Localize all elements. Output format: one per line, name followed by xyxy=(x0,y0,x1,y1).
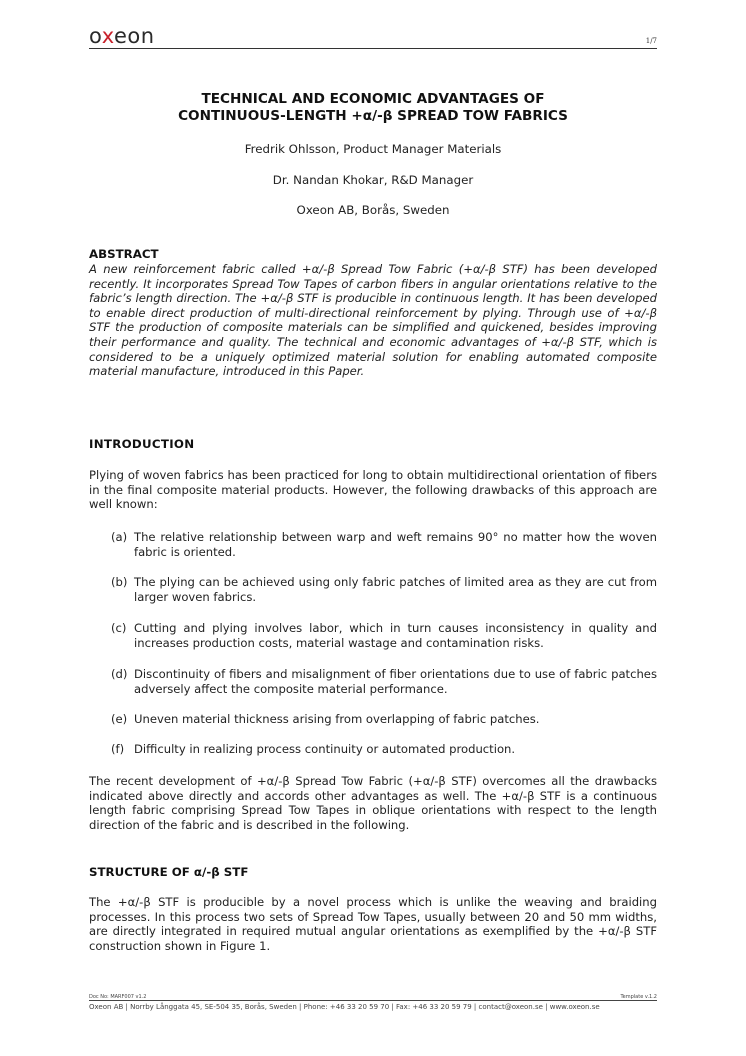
list-item-text: The plying can be achieved using only fabric patches of limited area as they are cut from larger woven fabrics. xyxy=(134,575,657,604)
author-2: Dr. Nandan Khokar, R&D Manager xyxy=(272,173,474,187)
introduction-paragraph-1: Plying of woven fabrics has been practiced for long to obtain multidirectional orientation of fibers in the final composite material products. However, the following drawbacks of this approach are well known: xyxy=(89,468,657,512)
list-item-text: Cutting and plying involves labor, which in turn causes inconsistency in quality and increases production costs, material wastage and contamination risks. xyxy=(134,621,657,650)
page-header xyxy=(89,22,657,49)
structure-heading: STRUCTURE OF α/-β STF xyxy=(89,865,249,879)
list-item xyxy=(111,530,657,559)
list-item-label: (f) xyxy=(111,742,125,756)
list-item-label: (c) xyxy=(111,621,127,635)
logo-x: x xyxy=(101,24,114,48)
list-item xyxy=(111,712,657,727)
list-item-text: Uneven material thickness arising from overlapping of fabric patches. xyxy=(134,712,540,726)
list-item xyxy=(111,621,657,650)
list-item-text: The relative relationship between warp and weft remains 90° no matter how the woven fabric is oriented. xyxy=(134,530,657,559)
list-item-label: (e) xyxy=(111,712,128,726)
abstract-heading: ABSTRACT xyxy=(89,247,159,261)
list-item xyxy=(111,742,657,757)
list-item-label: (a) xyxy=(111,530,128,544)
list-item-label: (b) xyxy=(111,575,128,589)
list-item-text: Difficulty in realizing process continuity or automated production. xyxy=(134,742,516,756)
author-1: Fredrik Ohlsson, Product Manager Materials xyxy=(244,142,502,156)
paper-title xyxy=(89,91,657,125)
footer-contact: Oxeon AB | Norrby Långgata 45, SE-504 35, Borås, Sweden | Phone: +46 33 20 59 70 | Fax: +46 33 20 59 79 | contact@oxeon.se | www.oxeon.se xyxy=(89,1003,600,1011)
title-line-2: CONTINUOUS-LENGTH +α/-β SPREAD TOW FABRICS xyxy=(178,108,568,124)
list-item-label: (d) xyxy=(111,667,128,681)
title-line-1: TECHNICAL AND ECONOMIC ADVANTAGES OF xyxy=(201,91,545,107)
template-version: Template v.1.2 xyxy=(620,994,657,1000)
document-number: Doc No: MARF007 v1.2 xyxy=(89,994,147,1000)
structure-paragraph-1: The +α/-β STF is producible by a novel process which is unlike the weaving and braiding processes. In this process two sets of Spread Tow Tapes, usually between 20 and 50 mm widths, are directly integrated in required mutual angular orientations as exemplified by the +α/-β STF construction shown in Figure 1. xyxy=(89,895,657,953)
oxeon-logo xyxy=(89,24,155,48)
abstract-body: A new reinforcement fabric called +α/-β Spread Tow Fabric (+α/-β STF) has been developed recently. It incorporates Spread Tow Tapes of carbon fibers in angular orientations relative to the fabric’s length direction. The +α/-β STF is producible in continuous length. It has been developed to enable direct production of multi-directional reinforcement by plying. Through use of +α/-β STF the production of composite materials can be simplified and quickened, besides improving their performance and quality. The technical and economic advantages of +α/-β STF, which is considered to be a uniquely optimized material solution for enabling automated composite material manufacture, introduced in this Paper. xyxy=(89,262,657,379)
logo-prefix: o xyxy=(89,24,102,48)
list-item xyxy=(111,667,657,696)
affiliation: Oxeon AB, Borås, Sweden xyxy=(296,203,450,217)
list-item-text: Discontinuity of fibers and misalignment of fiber orientations due to use of fabric patches adversely affect the composite material performance. xyxy=(134,667,657,696)
list-item xyxy=(111,575,657,604)
page-number: 1/7 xyxy=(645,37,657,45)
introduction-heading: INTRODUCTION xyxy=(89,437,195,451)
logo-suffix: eon xyxy=(114,24,155,48)
footer-meta xyxy=(89,994,657,1001)
introduction-paragraph-2: The recent development of +α/-β Spread Tow Fabric (+α/-β STF) overcomes all the drawbacks indicated above directly and accords other advantages as well. The +α/-β STF is a continuous length fabric comprising Spread Tow Tapes in oblique orientations with respect to the length direction of the fabric and is described in the following. xyxy=(89,774,657,832)
